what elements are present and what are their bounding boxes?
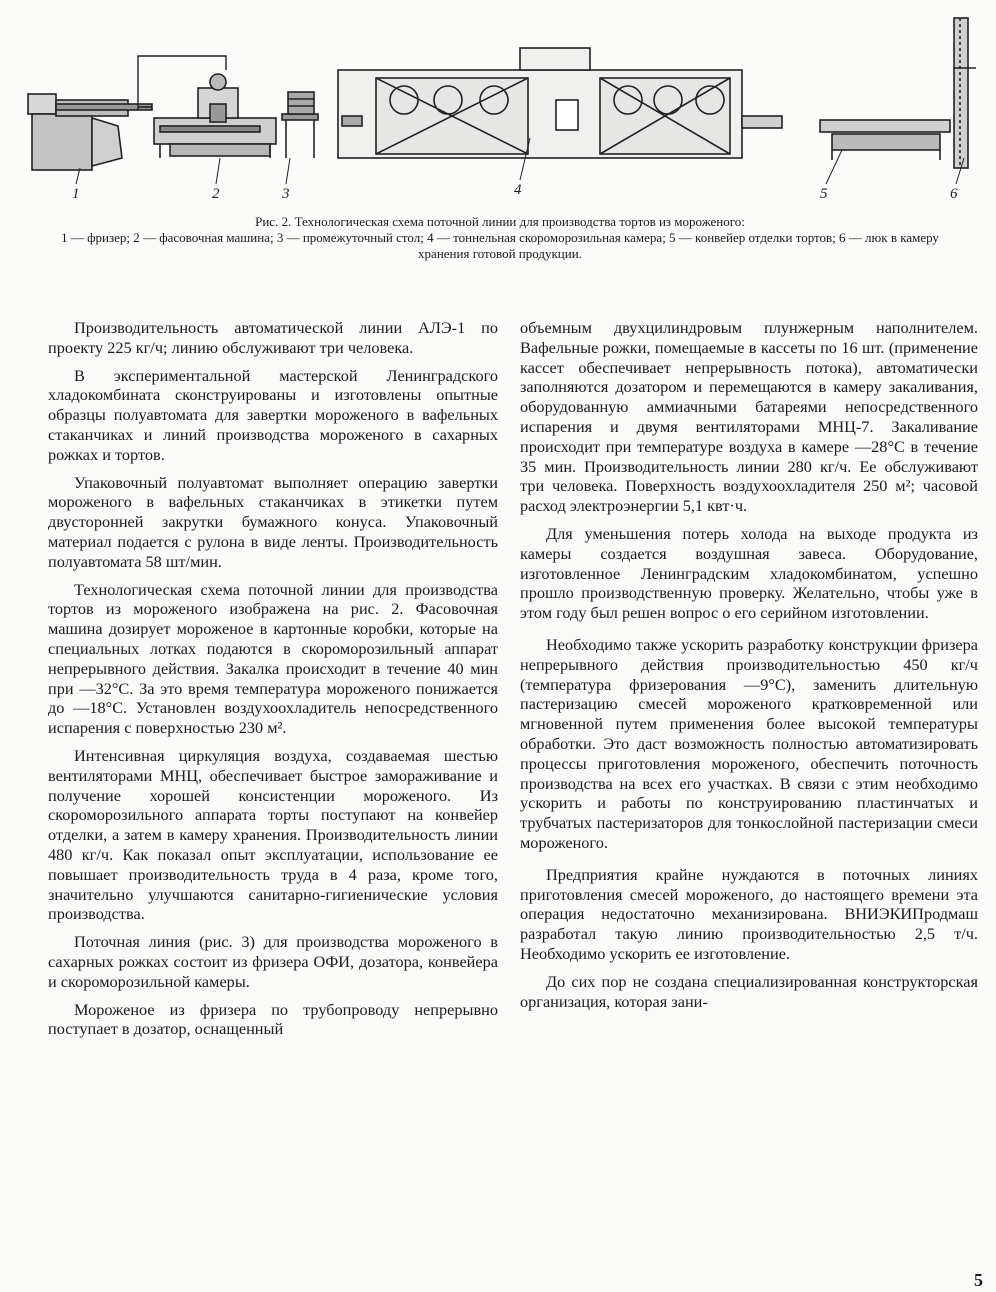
storage-hatch	[954, 18, 976, 168]
figure-label: 6	[950, 186, 958, 202]
figure-label: 4	[514, 182, 522, 198]
page-number: 5	[974, 1270, 983, 1290]
paragraph: В экспериментальной мастерской Ленинградского хладокомбината сконструированы и изготовлены опытные образцы полуавтомата для завертки мороженого в вафельных стаканчиках и линий производства мороженого в сахарных рожках и тортов.	[48, 365, 498, 464]
figure-label: 1	[72, 186, 80, 202]
production-line-diagram	[20, 8, 986, 208]
paragraph: Производительность автоматической линии АЛЭ-1 по проекту 225 кг/ч; линию обслуживают три человека.	[48, 318, 498, 357]
freezer-machine	[28, 94, 152, 170]
paragraph: Для уменьшения потерь холода на выходе продукта из камеры создается воздушная завеса. Оборудование, изготовленное Ленинградским хладокомбинатом, успешно прошло производственную проверку. Желательно, чтобы уже в этом году был решен вопрос о его серийном изготовлении.	[520, 523, 978, 623]
decorating-conveyor	[820, 120, 950, 160]
paragraph: Интенсивная циркуляция воздуха, создаваемая шестью вентиляторами МНЦ, обеспечивает быстрое замораживание и получение хорошей консистенции мороженого. Из скороморозильного аппарата торты поступают на конвейер отделки, а затем в камеру хранения. Производительность линии 480 кг/ч. Как показал опыт эксплуатации, использование ее повышает производительность труда в 4 раза, кроме того, значительно улучшаются санитарно-гигиенические условия производства.	[48, 745, 498, 924]
paragraph: Необходимо также ускорить разработку конструкции фризера непрерывного действия производительностью 450 кг/ч (температура фризерования —9°С), заменить длительную пастеризацию смесей мороженого кратковременной или мгновенной путем применения более высокой температуры обработки. Это даст возможность полностью автоматизировать процессы приготовления мороженого, обеспечить поточность производства на всех его участках. В связи с этим необходимо ускорить и работы по конструированию пластинчатых и трубчатых пастеризаторов для тонкослойной пастеризации смеси мороженого.	[520, 634, 978, 852]
caption-legend: 1 — фризер; 2 — фасовочная машина; 3 — промежуточный стол; 4 — тоннельная скороморозильная камера; 5 — конвейер отделки тортов; 6 — люк в камеру хранения готовой продукции.	[61, 230, 939, 261]
filling-machine	[154, 74, 276, 158]
paragraph: Предприятия крайне нуждаются в поточных линиях приготовления смесей мороженого, до настоящего времени эта операция недостаточно механизирована. ВНИЭКИПродмаш разработал такую линию производительностью 2,5 т/ч. Необходимо ускорить ее изготовление.	[520, 864, 978, 963]
paragraph: Поточная линия (рис. 3) для производства мороженого в сахарных рожках состоит из фризера ОФИ, дозатора, конвейера и скороморозильной камеры.	[48, 932, 498, 991]
paragraph: Технологическая схема поточной линии для производства тортов из мороженого изображена на рис. 2. Фасовочная машина дозирует мороженое в картонные коробки, которые на специальных лотках подаются в скороморозильный аппарат непрерывного действия. Закалка происходит в течение 40 мин при —32°С. За это время температура мороженого понижается до —18°С. Установлен воздухоохладитель непосредственного испарения с поверхностью 230 м².	[48, 579, 498, 738]
paragraph: Упаковочный полуавтомат выполняет операцию завертки мороженого в вафельных стаканчиках в этикетки путем двусторонней закрутки бумажного конуса. Упаковочный материал подается с рулона в виде ленты. Производительность полуавтомата 58 шт/мин.	[48, 472, 498, 571]
tunnel-freezing-chamber	[338, 48, 782, 158]
left-column	[48, 318, 498, 1047]
paragraph: До сих пор не создана специализированная конструкторская организация, которая зани-	[520, 971, 978, 1011]
right-column	[520, 318, 978, 1019]
figure-label: 5	[820, 186, 828, 202]
caption-title: Рис. 2. Технологическая схема поточной линии для производства тортов из мороженого:	[255, 214, 745, 229]
figure-label: 3	[282, 186, 290, 202]
paragraph: Мороженое из фризера по трубопроводу непрерывно поступает в дозатор, оснащенный	[48, 999, 498, 1039]
figure-caption	[60, 214, 940, 262]
paragraph: объемным двухцилиндровым плунжерным наполнителем. Вафельные рожки, помещаемые в кассеты по 16 шт. (применение кассет обеспечивает непрерывность потока), автоматически заполняются дозатором и перемещаются в камеру закаливания, оборудованную аммиачными батареями непосредственного испарения и двумя вентиляторами МНЦ-7. Закаливание происходит при температуре воздуха в камере —28°С в течение 35 мин. Производительность линии 280 кг/ч. Ее обслуживают три человека. Поверхность воздухоохладителя 250 м²; часовой расход электроэнергии 5,1 квт·ч.	[520, 318, 978, 516]
intermediate-table	[282, 92, 318, 158]
figure-label: 2	[212, 186, 220, 202]
